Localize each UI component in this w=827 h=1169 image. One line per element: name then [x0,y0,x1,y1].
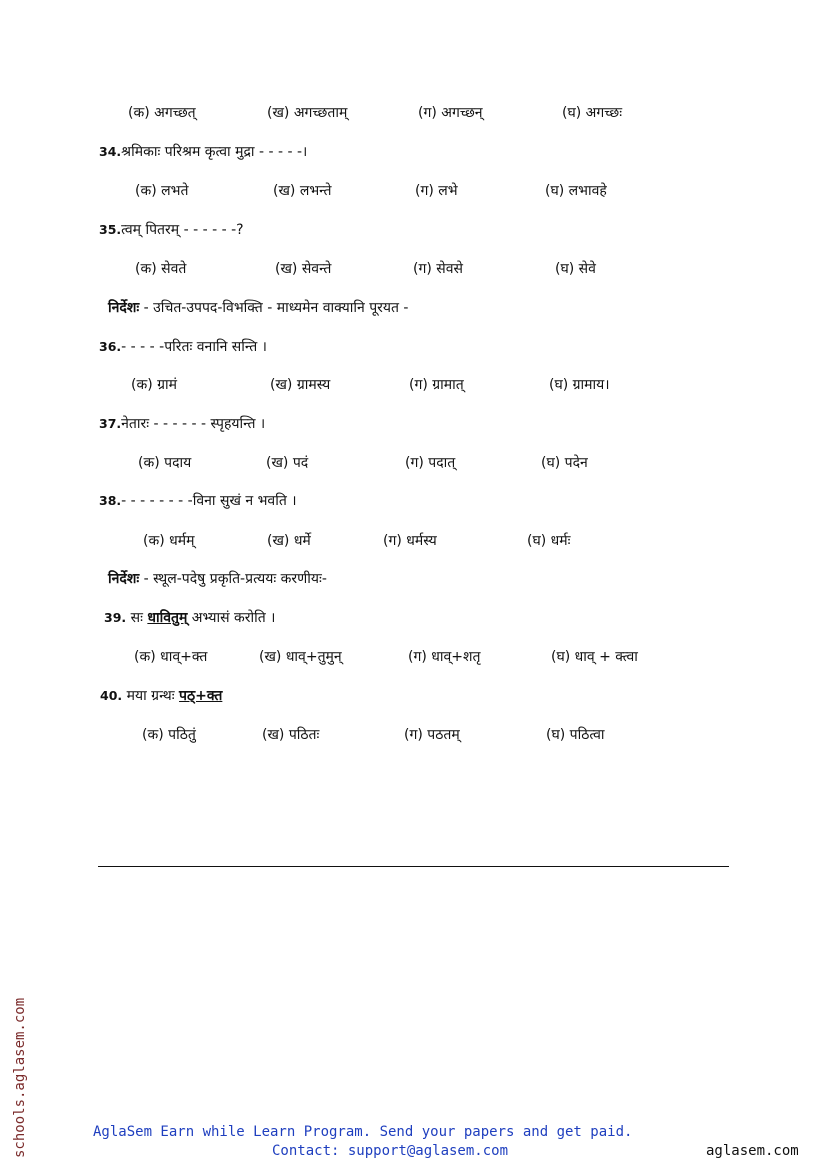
q38-option-b: (ख) धर्मे [267,533,311,549]
question-35 [99,221,244,239]
question-34 [99,143,307,161]
question-text: नेतारः - - - - - - स्पृहयन्ति । [121,416,266,432]
q35-option-a: (क) सेवते [135,261,187,277]
q40-option-c: (ग) पठतम् [404,727,460,743]
q37-option-d: (घ) पदेन [541,455,588,471]
instruction-text: - स्थूल-पदेषु प्रकृति-प्रत्ययः करणीयः- [139,571,327,587]
q33-option-b: (ख) अगच्छताम् [267,105,348,121]
question-text: - - - - - - - -विना सुखं न भवति । [121,493,297,509]
underlined-word: पठ्+क्त [179,688,223,704]
instruction-label: निर्देशः [108,571,140,587]
footer-promo: AglaSem Earn while Learn Program. Send your papers and get paid. [93,1124,633,1140]
q35-option-d: (घ) सेवे [555,261,596,277]
q34-option-c: (ग) लभे [415,183,458,199]
question-38 [99,492,297,510]
q39-option-b: (ख) धाव्+तुमुन् [259,649,342,665]
question-text: - - - - -परितः वनानि सन्ति । [121,339,267,355]
q36-option-d: (घ) ग्रामाय। [549,377,610,393]
footer-contact: Contact: support@aglasem.com [272,1143,509,1159]
q35-option-c: (ग) सेवसे [413,261,463,277]
side-watermark: schools.aglasem.com [12,997,28,1158]
q34-option-a: (क) लभते [135,183,189,199]
q36-option-c: (ग) ग्रामात् [409,377,464,393]
question-39 [104,609,275,627]
q37-option-b: (ख) पदं [266,455,309,471]
q35-option-b: (ख) सेवन्ते [275,261,332,277]
question-text: त्वम् पितरम् - - - - - -? [121,222,244,238]
instruction-label: निर्देशः [108,300,140,316]
question-number: 34. [99,144,122,159]
footer-site: aglasem.com [706,1143,799,1159]
q33-option-a: (क) अगच्छत् [128,105,196,121]
q38-option-a: (क) धर्मम् [143,533,195,549]
question-text-pre: सः [130,610,148,626]
q38-option-d: (घ) धर्मः [527,533,571,549]
underlined-word: धावितुम् [147,610,188,626]
question-number: 40. [100,688,123,703]
q39-option-a: (क) धाव्+क्त [134,649,208,665]
question-number: 37. [99,416,122,431]
q40-option-b: (ख) पठितः [262,727,320,743]
question-text: श्रमिकाः परिश्रम कृत्वा मुद्रा - - - - -। [121,144,308,160]
q34-option-b: (ख) लभन्ते [273,183,332,199]
q39-option-c: (ग) धाव्+शतृ [408,649,481,665]
end-divider [98,866,729,867]
question-36 [99,338,267,356]
q34-option-d: (घ) लभावहे [545,183,607,199]
question-number: 35. [99,222,122,237]
question-text-post: अभ्यासं करोति । [187,610,276,626]
q33-option-d: (घ) अगच्छः [562,105,623,121]
question-text-pre: मया ग्रन्थः [126,688,180,704]
instruction-prakriti-pratyaya [108,570,327,588]
q40-option-d: (घ) पठित्वा [546,727,605,743]
q39-option-d: (घ) धाव् + क्त्वा [551,649,638,665]
question-number: 39. [104,610,127,625]
q40-option-a: (क) पठितुं [142,727,196,743]
q36-option-b: (ख) ग्रामस्य [270,377,331,393]
question-number: 38. [99,493,122,508]
instruction-upapada [108,299,408,317]
question-37 [99,415,265,433]
q38-option-c: (ग) धर्मस्य [383,533,437,549]
question-number: 36. [99,339,122,354]
q37-option-c: (ग) पदात् [405,455,456,471]
q33-option-c: (ग) अगच्छन् [418,105,483,121]
question-40 [100,687,222,705]
q37-option-a: (क) पदाय [138,455,192,471]
q36-option-a: (क) ग्रामं [131,377,178,393]
instruction-text: - उचित-उपपद-विभक्ति - माध्यमेन वाक्यानि पूरयत - [139,300,409,316]
